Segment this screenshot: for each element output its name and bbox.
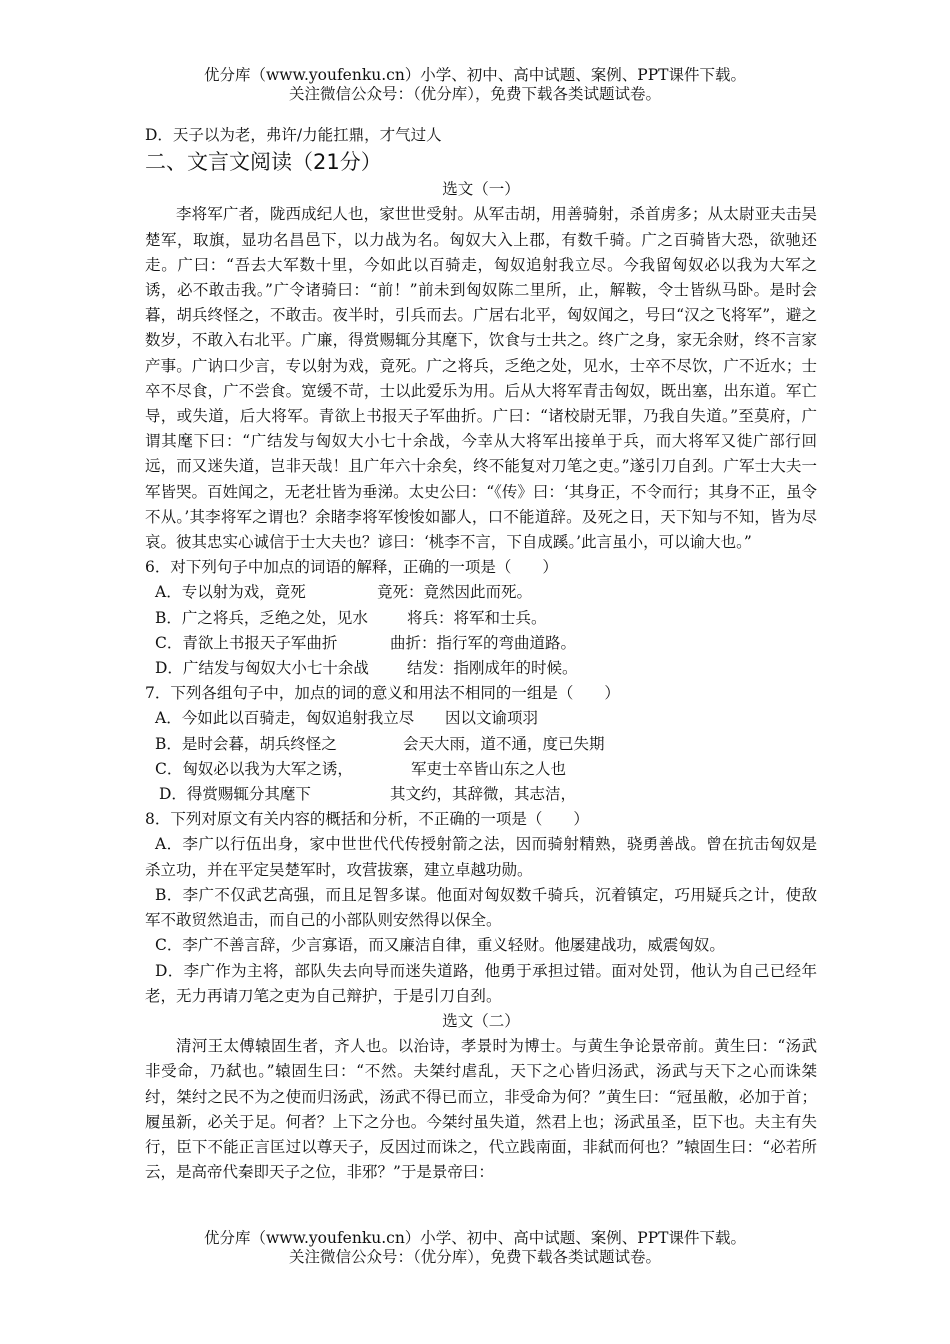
q6-option-c (145, 631, 817, 656)
q7-option-d (145, 782, 817, 807)
q6-option-b (145, 606, 817, 631)
q6-option-d-sentence: D．广结发与匈奴大小七十余战 (155, 659, 369, 678)
q7-option-d-gloss: 其文约，其辞微，其志洁， (390, 785, 577, 804)
q6-option-a (145, 580, 817, 605)
q7-option-c (145, 757, 817, 782)
q8-option-c: C．李广不善言辞，少言寡语，而又廉洁自律，重义轻财。他屡建战功，威震匈奴。 (155, 936, 725, 955)
q7-option-d-sentence: D．得赏赐辄分其麾下 (159, 785, 311, 804)
q6-option-c-gloss: 曲折：指行军的弯曲道路。 (390, 633, 577, 652)
q7-option-a-gloss: 因以文谕项羽 (445, 709, 539, 728)
q7-option-c-gloss: 军吏士卒皆山东之人也 (411, 759, 567, 778)
q8-option-b: B．李广不仅武艺高强，而且足智多谋。他面对匈奴数千骑兵，沉着镇定，巧用疑兵之计，使敌军不敢贸然追击，而自己的小部队则安然得以保全。 (145, 885, 817, 930)
q7-option-a (145, 706, 817, 731)
q6-option-a-sentence: A．专以射为戏，竟死 (155, 583, 306, 602)
q8-option-a: A．李广以行伍出身，家中世世代代传授射箭之法，因而骑射精熟，骁勇善战。曾在抗击匈奴是杀立功，并在平定吴楚军时，攻营拔寨，建立卓越功勋。 (145, 835, 817, 879)
q6-option-b-sentence: B．广之将兵，乏绝之处，见水 (155, 608, 368, 627)
q6-option-b-gloss: 将兵：将军和士兵。 (407, 608, 547, 627)
footer-line-1: 优分库（www.youfenku.cn）小学、初中、高中试题、案例、PPT课件下载。 (203, 1229, 747, 1247)
passage1-title: 选文（一） (442, 180, 520, 199)
passage2-paragraph: 清河王太傅辕固生者，齐人也。以治诗，孝景时为博士。与黄生争论景帝前。黄生曰：“汤武非受命，乃弑也。”辕固生曰：“不然。夫桀纣虐乱，天下之心皆归汤武，汤武与天下之心而诛桀纣，桀纣之民不为之使而归汤武，汤武不得已而立，非受命为何？”黄生曰：“冠虽敝，必加于首；履虽新，必关于足。何者？上下之分也。今桀纣虽失道，然君上也；汤武虽圣，臣下也。夫主有失行，臣下不能正言匡过以尊天子，反因过而诛之，代立践南面，非弑而何也？”辕固生曰：“必若所云，是高帝代秦即天子之位，非邪？”于是景帝曰： (145, 1037, 817, 1182)
page-footer (0, 1229, 950, 1267)
q6-option-d (145, 656, 817, 681)
q6-stem: 6．对下列句子中加点的词语的解释，正确的一项是（ ） (145, 558, 558, 577)
q8-stem: 8．下列对原文有关内容的概括和分析，不正确的一项是（ ） (145, 810, 589, 829)
document-body (145, 123, 817, 1185)
q6-option-d-gloss: 结发：指刚成年的时候。 (407, 659, 578, 678)
q7-option-b-gloss: 会天大雨，道不通，度已失期 (403, 734, 605, 753)
q7-option-a-sentence: A．今如此以百骑走，匈奴追射我立尽 (155, 709, 415, 728)
passage1-paragraph: 李将军广者，陇西成纪人也，家世世受射。从军击胡，用善骑射，杀首虏多；从太尉亚夫击吴楚军，取旗，显功名昌邑下，以力战为名。匈奴大入上郡，有数千骑。广之百骑皆大恐，欲驰还走。广曰：“吾去大军数十里，今如此以百骑走，匈奴追射我立尽。今我留匈奴必以我为大军之诱，必不敢击我。”广令诸骑曰：“前！”前未到匈奴陈二里所，止，解鞍，令士皆纵马卧。是时会暮，胡兵终怪之，不敢击。夜半时，引兵而去。广居右北平，匈奴闻之，号曰“汉之飞将军”，避之数岁，不敢入右北平。广廉，得赏赐辄分其麾下，饮食与士共之。终广之身，家无余财，终不言家产事。广讷口少言，专以射为戏，竟死。广之将兵，乏绝之处，见水，士卒不尽饮，广不近水；士卒不尽食，广不尝食。宽缓不苛，士以此爱乐为用。后从大将军青击匈奴，既出塞，出东道。军亡导，或失道，后大将军。青欲上书报天子军曲折。广曰：“诸校尉无罪，乃我自失道。”至莫府，广谓其麾下曰：“广结发与匈奴大小七十余战，今幸从大将军出接单于兵，而大将军又徙广部行回远，而又迷失道，岂非天哉！且广年六十余矣，终不能复对刀笔之吏。”遂引刀自刭。广军士大夫一军皆哭。百姓闻之，无老壮皆为垂涕。太史公曰：“《传》曰：‘其身正，不令而行；其身不正，虽令不从。’其李将军之谓也？余睹李将军悛悛如鄙人，口不能道辞。及死之日，天下知与不知，皆为尽哀。彼其忠实心诚信于士大夫也？谚曰：‘桃李不言，下自成蹊。’此言虽小，可以谕大也。” (145, 205, 817, 552)
footer-line-2: 关注微信公众号：（优分库），免费下载各类试题试卷。 (288, 1248, 661, 1266)
q7-stem: 7．下列各组句子中，加点的词的意义和用法不相同的一组是（ ） (145, 684, 620, 703)
q7-option-b-sentence: B．是时会暮，胡兵终怪之 (155, 734, 337, 753)
header-line-2: 关注微信公众号：（优分库），免费下载各类试题试卷。 (288, 85, 661, 103)
q6-option-c-sentence: C．青欲上书报天子军曲折 (155, 633, 338, 652)
page-header (0, 66, 950, 104)
passage2-title: 选文（二） (442, 1011, 520, 1030)
q7-option-c-sentence: C．匈奴必以我为大军之诱， (155, 759, 353, 778)
prev-option-d: D．天子以为老，弗许/力能扛鼎，才气过人 (145, 126, 442, 144)
header-line-1: 优分库（www.youfenku.cn）小学、初中、高中试题、案例、PPT课件下载。 (203, 66, 747, 84)
q6-option-a-gloss: 竟死：竟然因此而死。 (377, 583, 533, 602)
q7-option-b (145, 732, 817, 757)
q8-option-d: D．李广作为主将，部队失去向导而迷失道路，他勇于承担过错。面对处罚，他认为自己已经年老，无力再请刀笔之吏为自己辩护，于是引刀自刭。 (145, 961, 817, 1005)
section-title: 二、文言文阅读（21分） (145, 150, 382, 175)
